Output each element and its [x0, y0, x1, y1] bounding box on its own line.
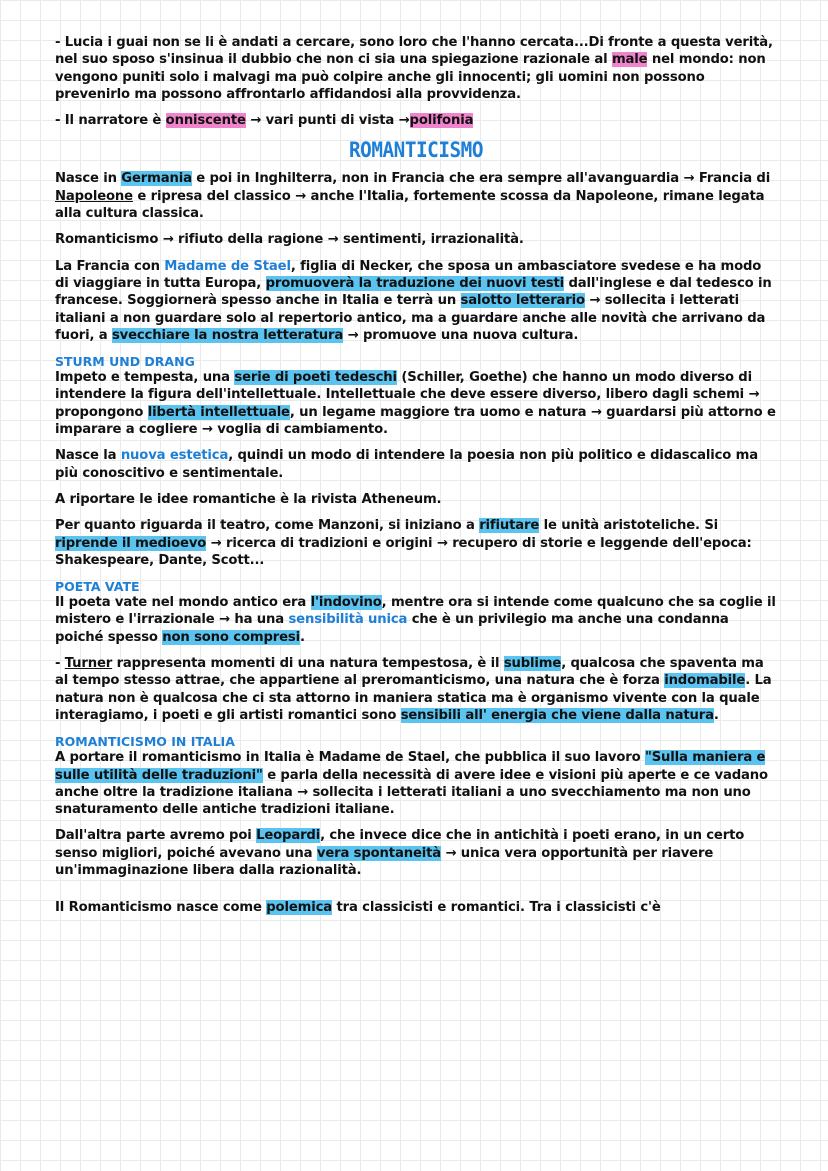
paragraph-poeta-vate: Il poeta vate nel mondo antico era l'indovino, mentre ora si intende come qualcuno che sa coglie il mistero e l'irrazionale → ha una sensibilità unica che è un privilegio ma anche una condanna poiché spesso non sono compresi.: [55, 595, 776, 645]
paragraph-atheneum: A riportare le idee romantiche è la rivista Atheneum.: [55, 491, 442, 507]
highlight-liberta: libertà intellettuale: [147, 404, 290, 420]
paragraph-polemica: Il Romanticismo nasce come polemica tra classicisti e romantici. Tra i classicisti c'è: [55, 900, 661, 916]
underline-napoleone: Napoleone: [55, 188, 133, 204]
highlight-rifiutare: rifiutare: [479, 518, 540, 534]
section-title-romanticismo: ROMANTICISMO: [348, 138, 484, 163]
paragraph-lucia: - Lucia i guai non se li è andati a cercare, sono loro che l'hanno cercata...Di fronte a questa verità, nel suo sposo s'insinua il dubbio che non ci sia una spiegazione razionale al male nel mondo: non vengono puniti solo i malvagi ma può colpire anche gli innocenti; gli uomini non possono prevenirlo ma possono affrontarlo affidandosi alla provvidenza.: [55, 35, 773, 102]
highlight-energia: sensibili all' energia che viene dalla natura: [400, 707, 714, 723]
highlight-spontaneita: vera spontaneità: [316, 845, 442, 861]
blue-text-nuova-estetica: nuova estetica: [120, 448, 229, 464]
highlight-non-compresi: non sono compresi: [162, 629, 300, 645]
underline-turner: Turner: [64, 656, 113, 672]
highlight-germania: Germania: [121, 171, 192, 187]
paragraph-origini: Nasce in Germania e poi in Inghilterra, non in Francia che era sempre all'avanguardia → Francia di Napoleone e ripresa del classico → anche l'Italia, fortemente scossa da Napoleone, rimane legata alla cultura classica.: [55, 171, 771, 222]
paragraph-estetica: Nasce la nuova estetica, quindi un modo di intendere la poesia non più politico e didascalico ma più conoscitivo e sentimentale.: [55, 448, 759, 481]
highlight-indovino: l'indovino: [310, 595, 382, 611]
subheading-romanticismo-italia: ROMANTICISMO IN ITALIA: [55, 734, 235, 750]
paragraph-leopardi: Dall'altra parte avremo poi Leopardi, che invece dice che in antichità i poeti erano, in un certo senso migliori, poiché avevano una vera spontaneità → unica vera opportunità per riavere un'immaginazione libera dalla razionalità.: [55, 828, 745, 878]
paragraph-italia: A portare il romanticismo in Italia è Madame de Stael, che pubblica il suo lavoro "Sulla maniera e sulle utilità delle traduzioni" e parla della necessità di avere idee e visioni più aperte e ce vadano anche oltre la tradizione italiana → sollecita i letterati italiani a uno svecchiamento ma non uno snaturamento delle antiche tradizioni italiane.: [55, 750, 768, 818]
highlight-polifonia: polifonia: [409, 113, 474, 129]
highlight-poeti-tedeschi: serie di poeti tedeschi: [234, 370, 397, 386]
blue-text-madame-de-stael: Madame de Stael: [164, 258, 291, 274]
highlight-onniscente: onniscente: [165, 113, 246, 129]
paragraph-narratore: - Il narratore è onniscente → vari punti di vista →polifonia: [55, 113, 474, 129]
blue-text-sensibilita: sensibilità unica: [288, 612, 408, 628]
paragraph-teatro: Per quanto riguarda il teatro, come Manzoni, si iniziano a rifiutare le unità aristoteliche. Si riprende il medioevo → ricerca di tradizioni e origini → recupero di storie e leggende dell'epoca: Shakespeare, Dante, Scott...: [55, 518, 752, 568]
subheading-poeta-vate: POETA VATE: [55, 579, 140, 595]
highlight-medioevo: riprende il medioevo: [55, 535, 207, 551]
highlight-sublime: sublime: [503, 656, 562, 672]
highlight-polemica: polemica: [266, 900, 333, 916]
paragraph-stael: La Francia con Madame de Stael, figlia di Necker, che sposa un ambasciatore svedese e ha modo di viaggiare in tutta Europa, promuoverà la traduzione dei nuovi testi dall'inglese e dal tedesco in francese. Soggiornerà spesso anche in Italia e terrà un salotto letterario → sollecita i letterati italiani a non guardare solo al repertorio antico, ma a guardare anche alle novità che arrivano da fuori, a svecchiare la nostra letteratura → promuove una nuova cultura.: [55, 258, 772, 343]
paragraph-definizione: Romanticismo → rifiuto della ragione → sentimenti, irrazionalità.: [55, 232, 524, 248]
highlight-sulla-maniera: "Sulla maniera e sulle utilità delle traduzioni": [55, 750, 766, 783]
notes-page: [55, 34, 777, 926]
highlight-male: male: [611, 52, 648, 68]
paragraph-sturm: Impeto e tempesta, una serie di poeti tedeschi (Schiller, Goethe) che hanno un modo diverso di intendere la figura dell'intellettuale. Intellettuale che deve essere diverso, libero dagli schemi → propongono libertà intellettuale, un legame maggiore tra uomo e natura → guardarsi più attorno e imparare a cogliere → voglia di cambiamento.: [55, 370, 776, 438]
highlight-svecchiare: svecchiare la nostra letteratura: [111, 327, 344, 343]
paragraph-turner: - Turner rappresenta momenti di una natura tempestosa, è il sublime, qualcosa che spaventa ma al tempo stesso attrae, che appartiene al preromanticismo, una natura che è forza indomabile. La natura non è qualcosa che ci sta attorno in maniera statica ma è organismo vivente con la quale interagiamo, i poeti e gli artisti romantici sono sensibili all' energia che viene dalla natura.: [55, 656, 772, 723]
highlight-indomabile: indomabile: [664, 673, 746, 689]
highlight-leopardi: Leopardi: [256, 828, 321, 844]
highlight-traduzione: promuoverà la traduzione dei nuovi testi: [265, 275, 565, 291]
highlight-salotto: salotto letterario: [460, 293, 585, 309]
subheading-sturm-und-drang: STURM UND DRANG: [55, 354, 195, 370]
